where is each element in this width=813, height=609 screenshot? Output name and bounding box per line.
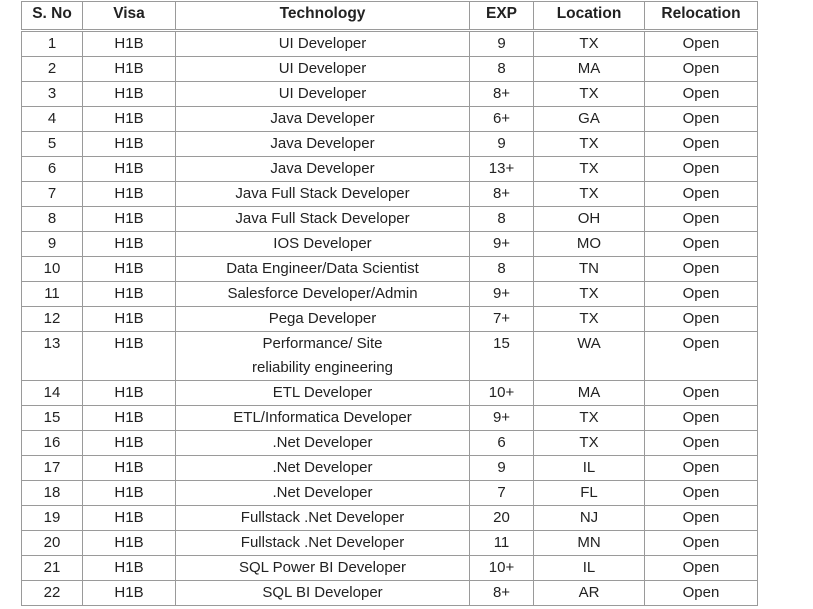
table-row xyxy=(22,31,758,57)
cell-location: NJ xyxy=(534,506,645,531)
table-row xyxy=(22,157,758,182)
cell-technology: Data Engineer/Data Scientist xyxy=(176,257,470,282)
cell-visa: H1B xyxy=(83,431,176,456)
cell-visa: H1B xyxy=(83,556,176,581)
cell-visa: H1B xyxy=(83,506,176,531)
cell-visa: H1B xyxy=(83,406,176,431)
cell-visa: H1B xyxy=(83,31,176,57)
cell-relocation: Open xyxy=(645,307,758,332)
cell-sno: 19 xyxy=(22,506,83,531)
cell-technology: .Net Developer xyxy=(176,456,470,481)
cell-visa: H1B xyxy=(83,332,176,381)
cell-exp: 8 xyxy=(470,207,534,232)
cell-visa: H1B xyxy=(83,132,176,157)
cell-technology: Fullstack .Net Developer xyxy=(176,531,470,556)
cell-sno: 16 xyxy=(22,431,83,456)
cell-visa: H1B xyxy=(83,107,176,132)
header-sno: S. No xyxy=(22,2,83,31)
cell-location: TX xyxy=(534,307,645,332)
header-exp: EXP xyxy=(470,2,534,31)
cell-technology: .Net Developer xyxy=(176,431,470,456)
cell-technology: Java Full Stack Developer xyxy=(176,182,470,207)
cell-location: TN xyxy=(534,257,645,282)
cell-relocation: Open xyxy=(645,107,758,132)
cell-visa: H1B xyxy=(83,307,176,332)
cell-location: AR xyxy=(534,581,645,606)
cell-location: MA xyxy=(534,381,645,406)
cell-location: TX xyxy=(534,82,645,107)
table-row xyxy=(22,531,758,556)
cell-technology: UI Developer xyxy=(176,31,470,57)
cell-sno: 21 xyxy=(22,556,83,581)
cell-visa: H1B xyxy=(83,82,176,107)
cell-sno: 8 xyxy=(22,207,83,232)
table-row xyxy=(22,57,758,82)
cell-technology: Java Developer xyxy=(176,157,470,182)
cell-exp: 15 xyxy=(470,332,534,381)
cell-relocation: Open xyxy=(645,456,758,481)
cell-sno: 5 xyxy=(22,132,83,157)
cell-visa: H1B xyxy=(83,581,176,606)
table-row xyxy=(22,332,758,381)
table-row xyxy=(22,431,758,456)
cell-location: TX xyxy=(534,157,645,182)
cell-location: TX xyxy=(534,406,645,431)
cell-relocation: Open xyxy=(645,581,758,606)
cell-relocation: Open xyxy=(645,157,758,182)
cell-sno: 22 xyxy=(22,581,83,606)
cell-exp: 8+ xyxy=(470,182,534,207)
cell-location: IL xyxy=(534,556,645,581)
table-body xyxy=(22,31,758,606)
cell-technology: .Net Developer xyxy=(176,481,470,506)
cell-sno: 10 xyxy=(22,257,83,282)
cell-sno: 15 xyxy=(22,406,83,431)
cell-technology: Fullstack .Net Developer xyxy=(176,506,470,531)
cell-relocation: Open xyxy=(645,406,758,431)
cell-technology: UI Developer xyxy=(176,82,470,107)
cell-visa: H1B xyxy=(83,456,176,481)
cell-relocation: Open xyxy=(645,232,758,257)
table-row xyxy=(22,581,758,606)
cell-exp: 9+ xyxy=(470,282,534,307)
cell-exp: 7 xyxy=(470,481,534,506)
cell-technology: Java Developer xyxy=(176,107,470,132)
table-row xyxy=(22,556,758,581)
cell-visa: H1B xyxy=(83,57,176,82)
cell-exp: 8+ xyxy=(470,581,534,606)
cell-technology: Salesforce Developer/Admin xyxy=(176,282,470,307)
cell-exp: 9 xyxy=(470,132,534,157)
cell-location: TX xyxy=(534,132,645,157)
cell-location: MA xyxy=(534,57,645,82)
cell-relocation: Open xyxy=(645,282,758,307)
cell-relocation: Open xyxy=(645,431,758,456)
header-row xyxy=(22,2,758,31)
cell-sno: 1 xyxy=(22,31,83,57)
cell-technology: ETL Developer xyxy=(176,381,470,406)
cell-visa: H1B xyxy=(83,282,176,307)
cell-technology: SQL Power BI Developer xyxy=(176,556,470,581)
cell-location: TX xyxy=(534,431,645,456)
cell-location: OH xyxy=(534,207,645,232)
cell-exp: 8+ xyxy=(470,82,534,107)
cell-relocation: Open xyxy=(645,57,758,82)
cell-location: TX xyxy=(534,31,645,57)
table-row xyxy=(22,282,758,307)
cell-visa: H1B xyxy=(83,381,176,406)
cell-relocation: Open xyxy=(645,531,758,556)
cell-technology: IOS Developer xyxy=(176,232,470,257)
header-visa: Visa xyxy=(83,2,176,31)
cell-relocation: Open xyxy=(645,506,758,531)
cell-sno: 18 xyxy=(22,481,83,506)
cell-exp: 7+ xyxy=(470,307,534,332)
table-row xyxy=(22,82,758,107)
table-row xyxy=(22,406,758,431)
cell-visa: H1B xyxy=(83,207,176,232)
cell-location: TX xyxy=(534,282,645,307)
table-container xyxy=(21,1,758,606)
cell-exp: 9 xyxy=(470,456,534,481)
cell-exp: 11 xyxy=(470,531,534,556)
cell-technology: Java Full Stack Developer xyxy=(176,207,470,232)
table-row xyxy=(22,107,758,132)
table-row xyxy=(22,307,758,332)
cell-relocation: Open xyxy=(645,132,758,157)
cell-exp: 9 xyxy=(470,31,534,57)
cell-relocation: Open xyxy=(645,257,758,282)
cell-sno: 7 xyxy=(22,182,83,207)
table-row xyxy=(22,506,758,531)
header-relocation: Relocation xyxy=(645,2,758,31)
cell-visa: H1B xyxy=(83,257,176,282)
cell-technology: ETL/Informatica Developer xyxy=(176,406,470,431)
cell-exp: 9+ xyxy=(470,406,534,431)
cell-exp: 20 xyxy=(470,506,534,531)
cell-visa: H1B xyxy=(83,232,176,257)
cell-exp: 9+ xyxy=(470,232,534,257)
cell-relocation: Open xyxy=(645,556,758,581)
table-row xyxy=(22,207,758,232)
cell-relocation: Open xyxy=(645,381,758,406)
cell-relocation: Open xyxy=(645,182,758,207)
cell-sno: 17 xyxy=(22,456,83,481)
cell-visa: H1B xyxy=(83,531,176,556)
cell-technology: SQL BI Developer xyxy=(176,581,470,606)
table-row xyxy=(22,232,758,257)
cell-technology: Java Developer xyxy=(176,132,470,157)
cell-relocation: Open xyxy=(645,481,758,506)
table-row xyxy=(22,381,758,406)
table-row xyxy=(22,182,758,207)
cell-relocation: Open xyxy=(645,332,758,381)
table-row xyxy=(22,456,758,481)
table-row xyxy=(22,132,758,157)
cell-exp: 10+ xyxy=(470,556,534,581)
table-header xyxy=(22,2,758,31)
cell-sno: 9 xyxy=(22,232,83,257)
cell-exp: 6+ xyxy=(470,107,534,132)
cell-location: TX xyxy=(534,182,645,207)
cell-location: MO xyxy=(534,232,645,257)
cell-exp: 8 xyxy=(470,57,534,82)
cell-sno: 3 xyxy=(22,82,83,107)
cell-exp: 6 xyxy=(470,431,534,456)
candidates-table xyxy=(21,1,758,606)
cell-visa: H1B xyxy=(83,182,176,207)
cell-location: GA xyxy=(534,107,645,132)
cell-relocation: Open xyxy=(645,31,758,57)
cell-exp: 13+ xyxy=(470,157,534,182)
cell-visa: H1B xyxy=(83,481,176,506)
cell-exp: 10+ xyxy=(470,381,534,406)
cell-sno: 11 xyxy=(22,282,83,307)
cell-technology: Performance/ Site reliability engineering xyxy=(176,332,470,381)
cell-location: WA xyxy=(534,332,645,381)
cell-sno: 13 xyxy=(22,332,83,381)
cell-relocation: Open xyxy=(645,207,758,232)
cell-technology: UI Developer xyxy=(176,57,470,82)
cell-sno: 14 xyxy=(22,381,83,406)
cell-location: FL xyxy=(534,481,645,506)
cell-technology: Pega Developer xyxy=(176,307,470,332)
cell-location: IL xyxy=(534,456,645,481)
cell-sno: 2 xyxy=(22,57,83,82)
table-row xyxy=(22,257,758,282)
header-technology: Technology xyxy=(176,2,470,31)
cell-sno: 20 xyxy=(22,531,83,556)
cell-sno: 4 xyxy=(22,107,83,132)
cell-sno: 6 xyxy=(22,157,83,182)
cell-location: MN xyxy=(534,531,645,556)
cell-sno: 12 xyxy=(22,307,83,332)
cell-visa: H1B xyxy=(83,157,176,182)
cell-relocation: Open xyxy=(645,82,758,107)
header-location: Location xyxy=(534,2,645,31)
table-row xyxy=(22,481,758,506)
cell-exp: 8 xyxy=(470,257,534,282)
